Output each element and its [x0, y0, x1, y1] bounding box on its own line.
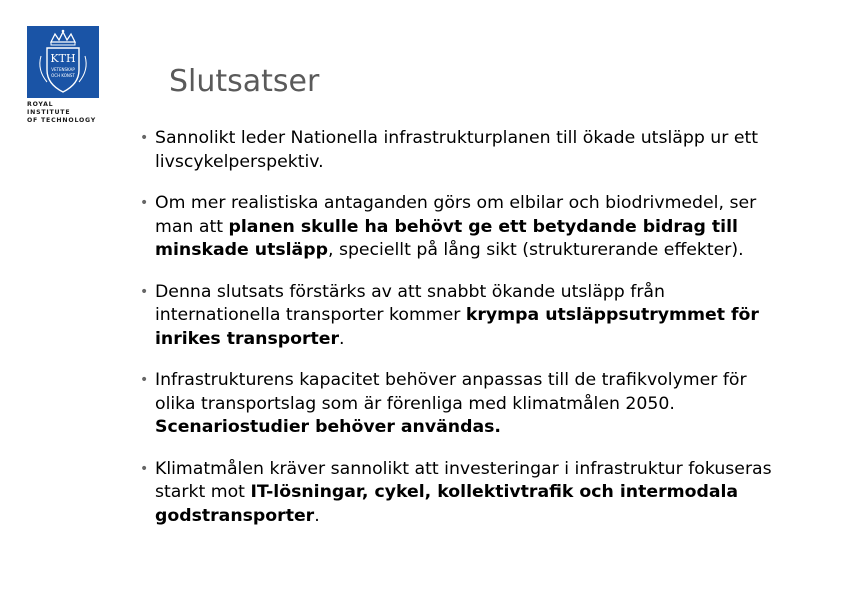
bullet-text: Infrastrukturens kapacitet behöver anpassas till de trafikvolymer för olika transportslag som är förenliga med klimatmålen 2050. — [155, 370, 747, 414]
bullet-dot-icon: • — [140, 195, 149, 211]
logo-caption — [27, 101, 99, 125]
bullet-emphasis: IT-lösningar, cykel, kollektivtrafik och intermodala godstransporter — [155, 482, 739, 526]
logo-caption-line2: OF TECHNOLOGY — [27, 117, 97, 124]
bullet-text: . — [314, 505, 320, 526]
svg-text:OCH KONST: OCH KONST — [51, 73, 75, 78]
bullet-text: . — [339, 328, 345, 349]
bullet-list — [140, 127, 780, 528]
logo-caption-line1: ROYAL INSTITUTE — [27, 101, 71, 116]
bullet-item — [140, 369, 780, 440]
bullet-emphasis: krympa utsläppsutrymmet för inrikes transporter — [155, 305, 759, 349]
bullet-item — [140, 127, 780, 174]
bullet-item — [140, 192, 780, 263]
bullet-text: Sannolikt leder Nationella infrastrukturplanen till ökade utsläpp ur ett livscykelperspektiv. — [155, 128, 759, 172]
bullet-item — [140, 281, 780, 352]
bullet-dot-icon: • — [140, 283, 149, 300]
bullet-text: , speciellt på lång sikt (strukturerande effekter). — [327, 240, 744, 260]
crown-icon — [27, 26, 99, 98]
bullet-dot-icon: • — [140, 130, 149, 146]
bullet-emphasis: planen skulle ha behövt ge ett betydande bidrag till minskade utsläpp — [155, 216, 738, 260]
bullet-emphasis: Scenariostudier behöver användas. — [155, 417, 501, 437]
bullet-item — [140, 458, 780, 529]
kth-logo — [27, 26, 99, 125]
svg-text:KTH: KTH — [50, 52, 76, 65]
svg-text:VETENSKAP: VETENSKAP — [51, 67, 75, 72]
bullet-text: Denna slutsats förstärks av att snabbt ökande utsläpp från internationella transporter kommer — [155, 281, 665, 325]
bullet-text: Om mer realistiska antaganden görs om elbilar och biodrivmedel, ser man att — [155, 193, 757, 237]
bullet-dot-icon: • — [140, 372, 149, 388]
bullet-text: Klimatmålen kräver sannolikt att investeringar i infrastruktur fokuseras starkt mot — [155, 458, 772, 502]
bullet-dot-icon: • — [140, 460, 149, 477]
slide-title: Slutsatser — [169, 64, 320, 99]
kth-logo-emblem — [27, 26, 99, 98]
